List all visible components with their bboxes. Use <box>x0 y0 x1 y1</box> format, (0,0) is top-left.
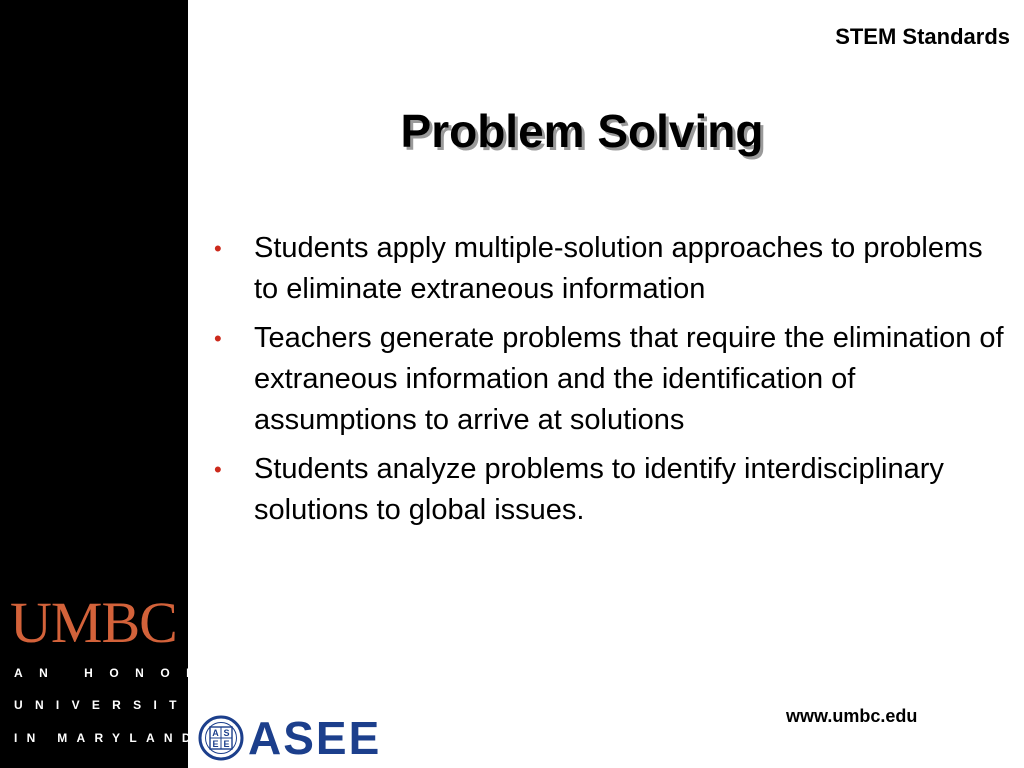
bullet-text: Students analyze problems to identify interdisciplinary solutions to global issues. <box>254 453 944 526</box>
umbc-logo: UMBC <box>10 590 177 655</box>
list-item <box>212 449 1012 531</box>
asee-logo <box>198 712 402 764</box>
header-label: STEM Standards <box>835 24 1010 49</box>
tagline-line-2: UNIVERSITY <box>14 698 210 712</box>
bullet-marker: • <box>214 236 222 261</box>
bullet-text: Students apply multiple-solution approaches to problems to eliminate extraneous information <box>254 232 983 305</box>
seal-letter: S <box>223 728 230 738</box>
bullet-list <box>212 228 1012 539</box>
seal-letter: E <box>223 739 230 749</box>
asee-seal-icon <box>198 715 244 761</box>
footer-url: www.umbc.edu <box>786 706 918 726</box>
bullet-marker: • <box>214 457 222 482</box>
tagline-line-1: AN HONORS <box>14 666 236 680</box>
bullet-text: Teachers generate problems that require the elimination of extraneous information and the identification of assumptions to arrive at solutions <box>254 322 1004 436</box>
bullet-marker: • <box>214 326 222 351</box>
asee-logo-text: ASEE <box>248 712 382 764</box>
list-item <box>212 228 1012 310</box>
list-item <box>212 318 1012 441</box>
tagline-line-3: IN MARYLAND <box>14 731 200 745</box>
sidebar-panel <box>0 0 236 768</box>
slide-title: Problem Solving <box>400 105 764 157</box>
seal-letter: A <box>212 728 219 738</box>
seal-letter: E <box>212 739 219 749</box>
